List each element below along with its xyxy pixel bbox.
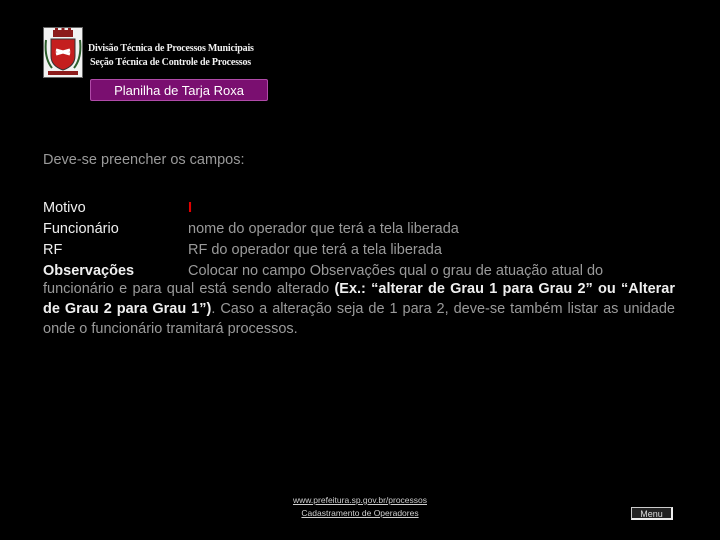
field-description: nome do operador que terá a tela liberada: [188, 221, 459, 237]
field-list: [43, 198, 675, 339]
city-coat-of-arms-logo: [43, 27, 83, 78]
field-label: Observações: [43, 263, 135, 279]
field-row-funcionario: [43, 219, 675, 240]
field-label: RF: [43, 242, 63, 258]
operator-registration-link[interactable]: Cadastramento de Operadores: [301, 508, 419, 518]
field-label: Motivo: [43, 200, 86, 216]
department-name: Divisão Técnica de Processos Municipais: [88, 43, 254, 54]
observations-paragraph: [43, 279, 675, 339]
section-name: Seção Técnica de Controle de Processos: [90, 57, 251, 68]
observations-text: funcionário e para qual está sendo alterado: [43, 281, 335, 297]
field-description: I: [188, 200, 193, 216]
field-row-rf: [43, 240, 675, 261]
page-title-badge: Planilha de Tarja Roxa: [90, 79, 268, 101]
field-label: Funcionário: [43, 221, 119, 237]
website-link[interactable]: www.prefeitura.sp.gov.br/processos: [292, 495, 427, 505]
field-description: RF do operador que terá a tela liberada: [188, 242, 442, 258]
footer-links: [250, 494, 470, 520]
observations-example: (Ex.: “alterar de Grau 1 para Grau 2” ou “Alterar de Grau 2 para Grau 1”): [43, 281, 675, 317]
field-description: Colocar no campo Observações qual o grau de atuação atual do: [188, 263, 604, 279]
department-header: [88, 42, 254, 70]
field-row-motivo: [43, 198, 675, 219]
observations-text-cont: . Caso a alteração seja de 1 para 2, deve-se também listar as unidade onde o funcionário tramitará processos.: [43, 301, 675, 337]
menu-button[interactable]: Menu: [631, 507, 673, 520]
intro-text: Deve-se preencher os campos:: [43, 152, 245, 168]
